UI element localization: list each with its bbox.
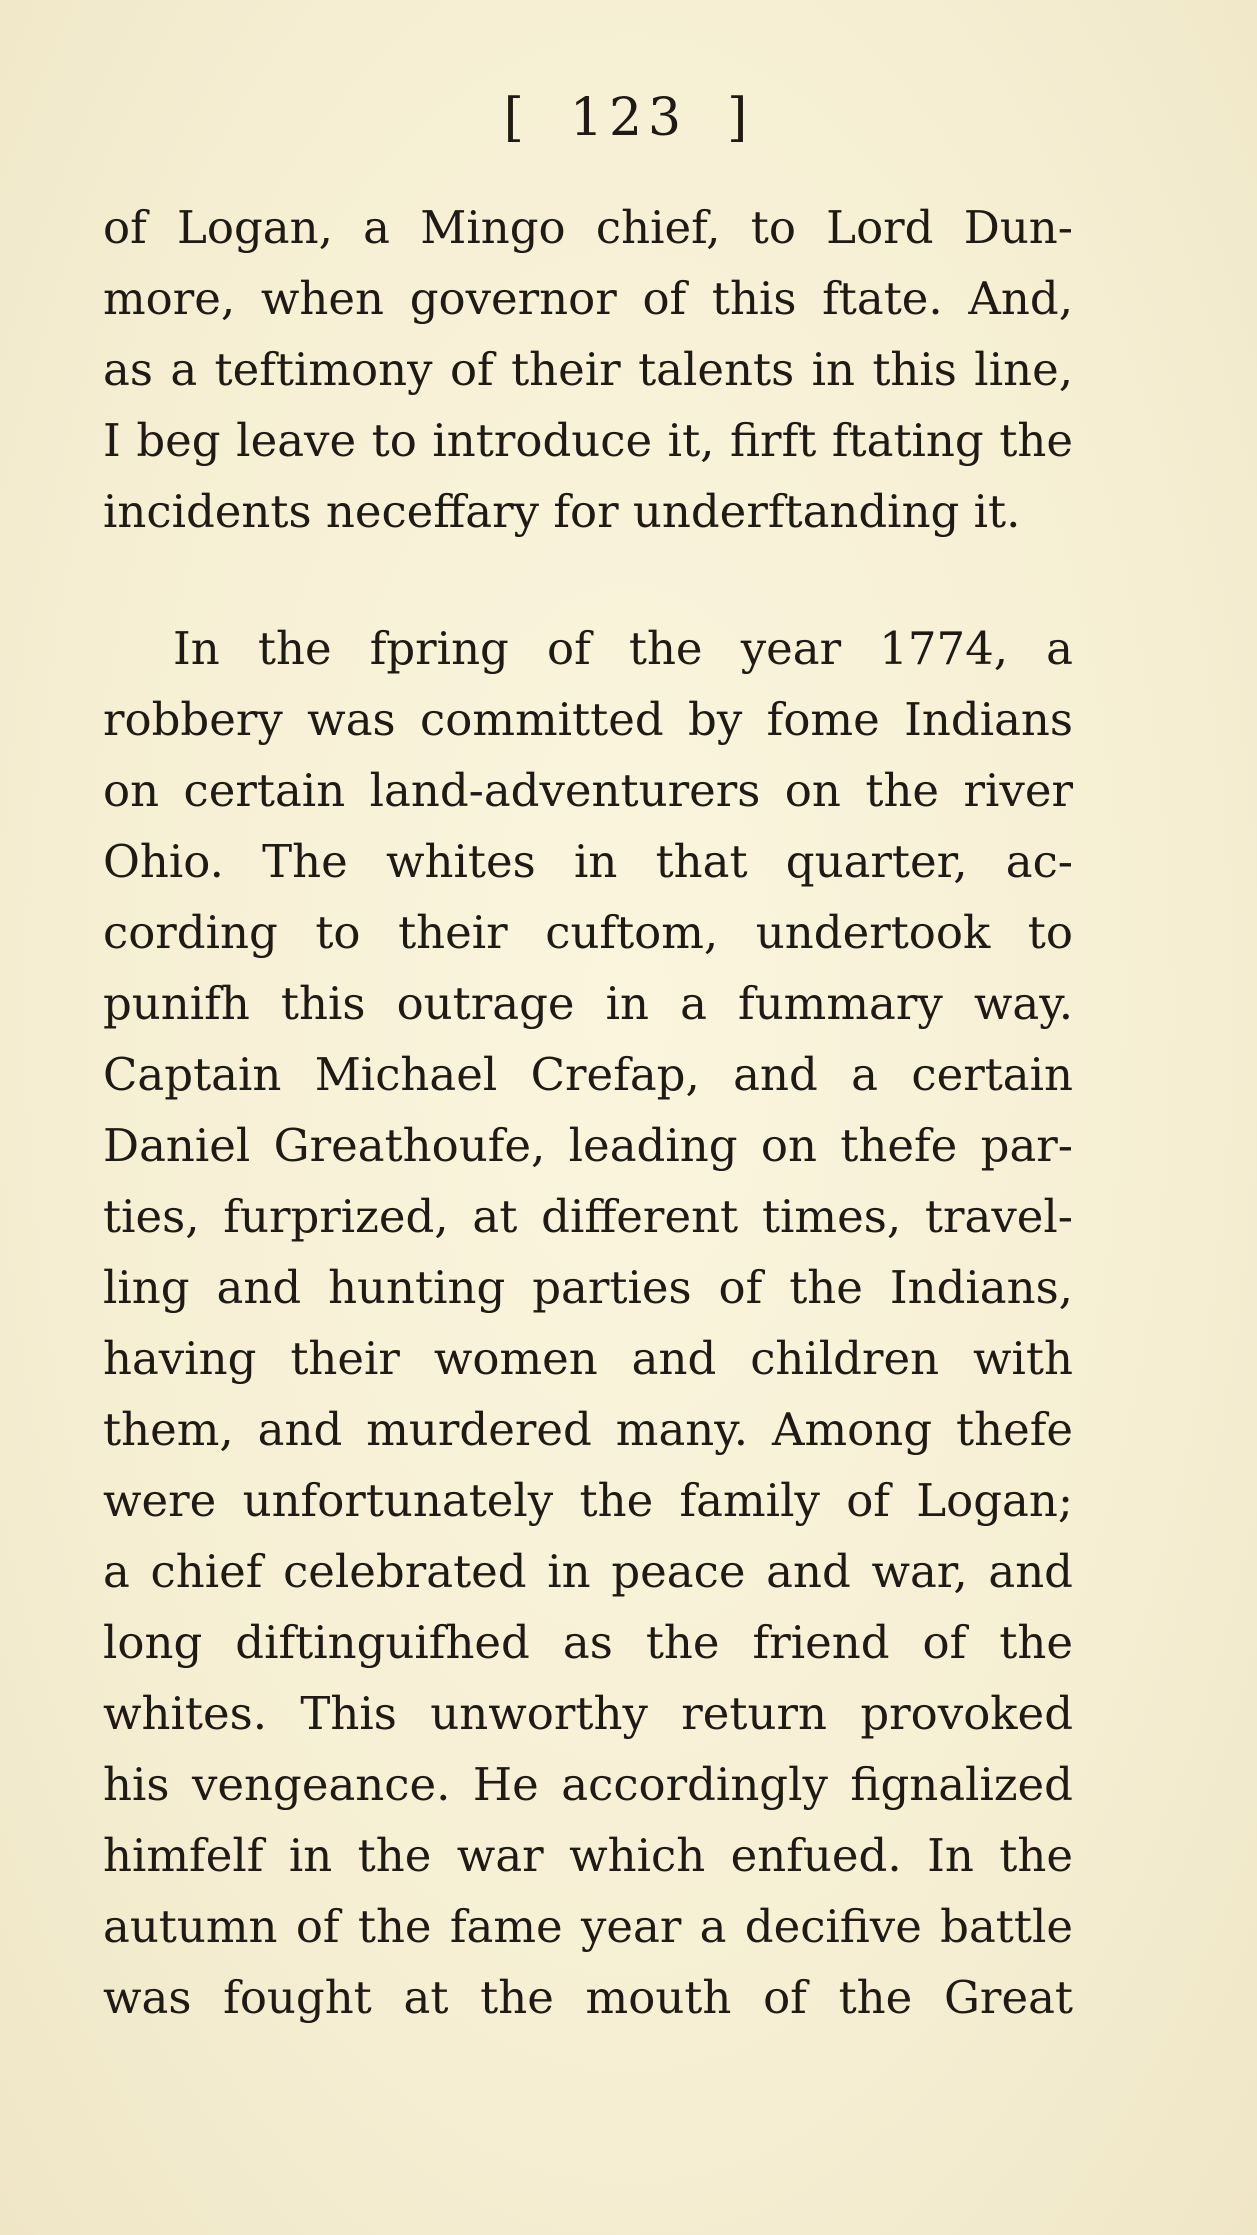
paragraph-2 (103, 613, 1073, 2033)
text-line: whites. This unworthy return provoked (103, 1687, 1073, 1740)
open-bracket: [ (503, 88, 530, 148)
text-line: robbery was committed by fome Indians (103, 693, 1073, 746)
text-line: incidents neceffary for underftanding it. (103, 485, 1021, 538)
text-line: Captain Michael Crefap, and a certain (103, 1048, 1073, 1101)
paragraph-1 (103, 192, 1073, 547)
running-header (0, 78, 1257, 158)
text-line: as a teftimony of their talents in this line, (103, 343, 1073, 396)
text-line: In the fpring of the year 1774, a (173, 622, 1073, 675)
page-number: 123 (569, 88, 688, 148)
text-line: having their women and children with (103, 1332, 1073, 1385)
text-line: long diftinguifhed as the friend of the (103, 1616, 1073, 1669)
text-line: cording to their cuftom, undertook to (103, 906, 1073, 959)
text-line: autumn of the fame year a decifive battle (103, 1900, 1073, 1953)
text-line: himfelf in the war which enfued. In the (103, 1829, 1073, 1882)
text-line: them, and murdered many. Among thefe (103, 1403, 1073, 1456)
text-line: ties, furprized, at different times, travel- (103, 1190, 1073, 1243)
text-line: Ohio. The whites in that quarter, ac- (103, 835, 1073, 888)
text-line: more, when governor of this ftate. And, (103, 272, 1073, 325)
text-line: his vengeance. He accordingly fignalized (103, 1758, 1073, 1811)
text-line: on certain land-adventurers on the river (103, 764, 1073, 817)
text-line: punifh this outrage in a fummary way. (103, 977, 1073, 1030)
text-line: a chief celebrated in peace and war, and (103, 1545, 1073, 1598)
text-line: I beg leave to introduce it, firft ftating the (103, 414, 1073, 467)
close-bracket: ] (727, 88, 754, 148)
text-line: ling and hunting parties of the Indians, (103, 1261, 1073, 1314)
text-line: Daniel Greathoufe, leading on thefe par- (103, 1119, 1073, 1172)
text-line: of Logan, a Mingo chief, to Lord Dun- (103, 201, 1073, 254)
text-line: was fought at the mouth of the Great (103, 1971, 1073, 2024)
text-line: were unfortunately the family of Logan; (103, 1474, 1073, 1527)
